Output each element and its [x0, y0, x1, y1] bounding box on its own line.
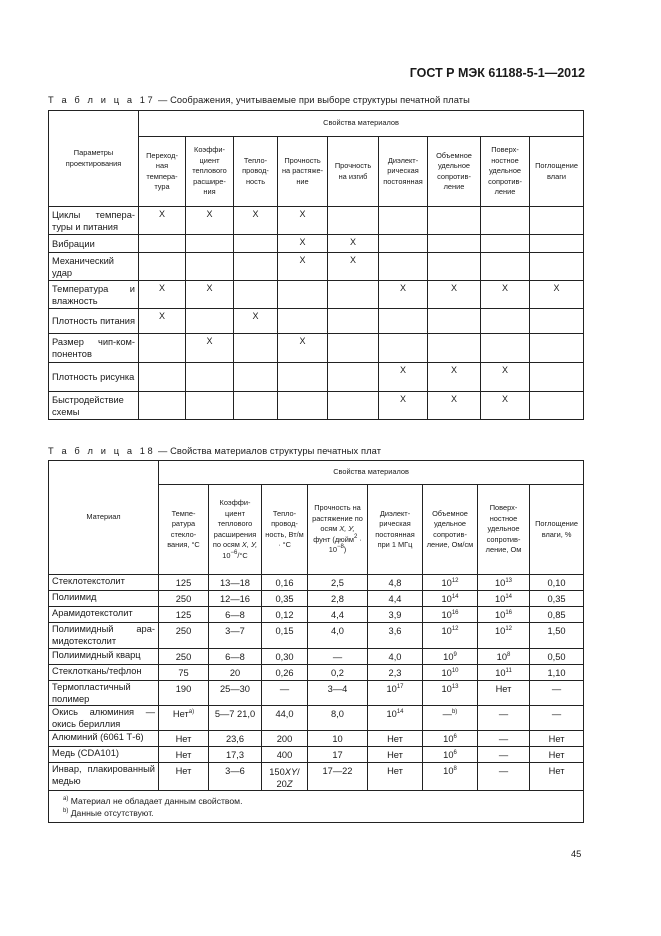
table17-caption-text: — Соображения, учитываемые при выборе структуры печатной платы	[155, 95, 470, 105]
table18-value-cell: 125	[159, 575, 209, 591]
table18-material-cell: Медь (CDA101)	[49, 747, 159, 763]
table17-mark-cell	[234, 281, 278, 309]
vr-exp: 6	[453, 750, 457, 756]
table18-material-header: Материал	[49, 461, 159, 575]
table17-param-cell: Механический удар	[49, 253, 139, 281]
vr-exp: 12	[451, 626, 459, 632]
table18-value-cell	[423, 706, 478, 731]
table17-mark-cell	[530, 309, 584, 334]
table18-value-cell	[423, 665, 478, 681]
table18-row	[49, 763, 584, 791]
table17-mark-cell: X	[278, 334, 328, 363]
table18-value-cell: Нет	[368, 731, 423, 747]
table18-row	[49, 623, 584, 649]
table18-value-cell	[159, 706, 209, 731]
table17-mark-cell	[328, 309, 379, 334]
table17-mark-cell: X	[139, 281, 186, 309]
table18-value-cell	[478, 575, 530, 591]
table17-mark-cell	[428, 235, 481, 253]
table17-mark-cell: X	[186, 207, 234, 235]
sr-base: 10	[496, 652, 507, 662]
table17-mark-cell: X	[481, 281, 530, 309]
col-ts-unit2: · 10	[328, 534, 362, 555]
table17-mark-cell	[530, 363, 584, 392]
table18-value-cell: 250	[159, 623, 209, 649]
vr-exp: 13	[451, 684, 459, 690]
table17-param-cell: Вибрации	[49, 235, 139, 253]
table18-value-cell: 1,10	[530, 665, 584, 681]
table17-mark-cell	[278, 309, 328, 334]
table18-col-header: Диэлектрическая постоянная при 1 МГц	[368, 485, 423, 575]
table17-mark-cell: X	[428, 363, 481, 392]
vr-exp: 6	[453, 734, 457, 740]
table17-mark-cell	[530, 334, 584, 363]
table18-value-cell	[423, 747, 478, 763]
table18-value-cell: 20	[209, 665, 262, 681]
sr-exp: 11	[505, 668, 512, 674]
table17-mark-cell	[328, 207, 379, 235]
table18	[48, 460, 584, 823]
table18-col-header: Поглощение влаги, %	[530, 485, 584, 575]
table17-mark-cell	[186, 392, 234, 420]
table18-value-cell: 2,8	[308, 591, 368, 607]
table17-mark-cell	[328, 363, 379, 392]
table18-col-header	[209, 485, 262, 575]
table18-caption	[48, 446, 381, 456]
table18-value-cell: 4,4	[368, 591, 423, 607]
table18-value-cell	[423, 575, 478, 591]
table18-material-cell: Арамидотекстолит	[49, 607, 159, 623]
vr-base: 10	[441, 684, 452, 694]
tg-footnote-mark: a)	[188, 709, 195, 715]
vr-base: 10	[443, 734, 454, 744]
table17-mark-cell	[428, 207, 481, 235]
table17-mark-cell: X	[379, 281, 428, 309]
table17-col-header: Теплопроводность	[234, 137, 278, 207]
table18-value-cell: 190	[159, 681, 209, 706]
document-code: ГОСТ Р МЭК 61188-5-1—2012	[409, 66, 585, 80]
col-ts-exp2: −8	[336, 544, 344, 551]
footnote-b	[63, 807, 577, 819]
vr-exp: 16	[451, 610, 459, 616]
table17-mark-cell	[186, 235, 234, 253]
table17-mark-cell	[278, 392, 328, 420]
table18-value-cell	[423, 607, 478, 623]
table17-row	[49, 309, 584, 334]
table17-caption-prefix: Т а б л и ц а 17	[48, 95, 156, 105]
table18-value-cell: 23,6	[209, 731, 262, 747]
table18-row	[49, 649, 584, 665]
table17-mark-cell	[379, 334, 428, 363]
table18-value-cell: 4,4	[308, 607, 368, 623]
table17-param-cell: Размер чип-компонентов	[49, 334, 139, 363]
table17-col-header: Поглощение влаги	[530, 137, 584, 207]
table18-value-cell: 3,9	[368, 607, 423, 623]
table17-mark-cell: X	[428, 392, 481, 420]
table17-col-header: Коэффициент теплового расширения	[186, 137, 234, 207]
table18-value-cell	[423, 591, 478, 607]
table18-value-cell: 3—7	[209, 623, 262, 649]
table18-value-cell: 0,30	[262, 649, 308, 665]
table17-mark-cell	[234, 392, 278, 420]
table17-mark-cell	[481, 235, 530, 253]
table18-value-cell	[423, 623, 478, 649]
table17-mark-cell	[139, 363, 186, 392]
dk-base: 10	[386, 709, 397, 719]
vr-base: 10	[443, 652, 454, 662]
table17-mark-cell: X	[379, 363, 428, 392]
table18-value-cell: 6—8	[209, 649, 262, 665]
table18-value-cell	[423, 681, 478, 706]
col-cte-unit-tail: /°С	[237, 550, 248, 560]
table18-value-cell: Нет	[478, 681, 530, 706]
vr-exp: 14	[451, 594, 459, 600]
table18-value-cell: —	[478, 747, 530, 763]
dk-exp: 17	[396, 684, 404, 690]
vr-exp: 8	[453, 766, 457, 772]
table17-mark-cell: X	[379, 392, 428, 420]
table17-mark-cell: X	[328, 235, 379, 253]
footnote-a-text: Материал не обладает данным свойством.	[68, 796, 243, 806]
table17-group-header: Свойства материалов	[139, 111, 584, 137]
table18-value-cell	[368, 681, 423, 706]
table18-value-cell	[478, 591, 530, 607]
table17-mark-cell: X	[234, 207, 278, 235]
table17-param-cell: Плотность питания	[49, 309, 139, 334]
table18-row	[49, 731, 584, 747]
col-cte-text: Коэффициент теплового расширения по осям	[212, 498, 257, 549]
tc-axis: Z	[286, 779, 293, 789]
table17-mark-cell	[481, 207, 530, 235]
table18-row	[49, 591, 584, 607]
vr-base: 10	[441, 668, 452, 678]
table17-mark-cell	[234, 235, 278, 253]
footnote-b-mark: b)	[63, 808, 69, 814]
table17-mark-cell	[328, 392, 379, 420]
table17-mark-cell	[186, 309, 234, 334]
table18-material-cell: Полиимидный кварц	[49, 649, 159, 665]
table17-mark-cell	[328, 281, 379, 309]
table18-value-cell: 8,0	[308, 706, 368, 731]
table17-param-cell: Быстродействие схемы	[49, 392, 139, 420]
table18-col-header: Теплопроводность, Вт/м · °С	[262, 485, 308, 575]
table17-mark-cell	[234, 253, 278, 281]
table18-col-header: Поверхностное удельное сопротивление, Ом	[478, 485, 530, 575]
table18-material-cell: Полиимидный арамидотекстолит	[49, 623, 159, 649]
table18-value-cell: Нет	[159, 731, 209, 747]
table18-value-cell: 44,0	[262, 706, 308, 731]
table17-mark-cell	[428, 309, 481, 334]
table17-mark-cell	[481, 253, 530, 281]
table17-col-header: Прочность на растяжение	[278, 137, 328, 207]
table18-value-cell: —	[530, 706, 584, 731]
table18-value-cell: 0,35	[530, 591, 584, 607]
table17-mark-cell	[428, 253, 481, 281]
table17-mark-cell: X	[481, 392, 530, 420]
col-ts-exp1: 2	[353, 533, 358, 540]
table17-mark-cell: X	[278, 253, 328, 281]
table18-value-cell: Нет	[159, 763, 209, 791]
table17-row	[49, 207, 584, 235]
table17-mark-cell	[186, 363, 234, 392]
tc-value: 150	[269, 767, 285, 777]
table18-value-cell: 125	[159, 607, 209, 623]
table18-value-cell: 0,15	[262, 623, 308, 649]
table18-value-cell: 10	[308, 731, 368, 747]
table18-value-cell: —	[478, 731, 530, 747]
table18-value-cell: —	[530, 681, 584, 706]
table18-value-cell: 3,6	[368, 623, 423, 649]
table17-mark-cell	[139, 235, 186, 253]
table18-caption-prefix: Т а б л и ц а 18	[48, 446, 156, 456]
table18-value-cell: —	[478, 706, 530, 731]
table18-material-cell: Стеклоткань/тефлон	[49, 665, 159, 681]
table17-mark-cell: X	[328, 253, 379, 281]
table18-value-cell: Нет	[530, 731, 584, 747]
table18-value-cell: 0,10	[530, 575, 584, 591]
table18-value-cell: 13—18	[209, 575, 262, 591]
table17-param-cell: Циклы температуры и питания	[49, 207, 139, 235]
table18-value-cell: 25—30	[209, 681, 262, 706]
vr-base: 10	[443, 766, 454, 776]
table17-row	[49, 253, 584, 281]
table18-value-cell: 0,50	[530, 649, 584, 665]
table17-mark-cell: X	[234, 309, 278, 334]
table18-value-cell: 200	[262, 731, 308, 747]
table18-material-cell: Окись алюминия — окись бериллия	[49, 706, 159, 731]
col-ts-axes: X, У,	[339, 524, 355, 534]
tc-sep: /	[297, 767, 300, 777]
table18-value-cell: 4,8	[368, 575, 423, 591]
table17-mark-cell	[379, 309, 428, 334]
table17-mark-cell: X	[186, 281, 234, 309]
table18-value-cell: 4,0	[308, 623, 368, 649]
col-ts-unit3: )	[343, 545, 347, 555]
table18-value-cell: 3—6	[209, 763, 262, 791]
sr-exp: 16	[505, 610, 513, 616]
table17-col-header: Поверхностное удельное сопротивление	[481, 137, 530, 207]
footnote-a-mark: a)	[63, 796, 69, 802]
table18-row	[49, 747, 584, 763]
table18-col-header: Температура стеклования, °С	[159, 485, 209, 575]
table17-mark-cell	[186, 253, 234, 281]
table18-value-cell: Нет	[368, 747, 423, 763]
table17-mark-cell	[428, 334, 481, 363]
sr-exp: 12	[505, 626, 513, 632]
table17-mark-cell	[379, 207, 428, 235]
table18-value-cell: 0,85	[530, 607, 584, 623]
dk-exp: 14	[396, 709, 404, 715]
table18-value-cell: 6—8	[209, 607, 262, 623]
table18-value-cell	[478, 649, 530, 665]
table17-mark-cell: X	[139, 309, 186, 334]
table18-value-cell: 0,2	[308, 665, 368, 681]
table18-value-cell: Нет	[530, 763, 584, 791]
table18-value-cell: 250	[159, 591, 209, 607]
table17-mark-cell: X	[530, 281, 584, 309]
table17-mark-cell: X	[428, 281, 481, 309]
vr-exp: 9	[453, 652, 457, 658]
vr-exp: 10	[451, 668, 459, 674]
table17-row	[49, 281, 584, 309]
table17-param-cell: Плотность рисунка	[49, 363, 139, 392]
sr-base: 10	[494, 594, 506, 604]
table17-mark-cell	[530, 392, 584, 420]
vr-base: 10	[441, 626, 452, 636]
table18-value-cell: 17,3	[209, 747, 262, 763]
col-ts-unit: фунт (дюйм	[313, 534, 354, 544]
table17-mark-cell	[278, 363, 328, 392]
table17-col-header: Прочность на изгиб	[328, 137, 379, 207]
table17-mark-cell	[278, 281, 328, 309]
table18-value-cell: 12—16	[209, 591, 262, 607]
vr-base: 10	[441, 610, 452, 620]
sr-base: 10	[495, 668, 506, 678]
footnote-a	[63, 795, 577, 807]
sr-base: 10	[494, 626, 506, 636]
table18-material-cell: Алюминий (6061 Т-6)	[49, 731, 159, 747]
sr-base: 10	[494, 578, 506, 588]
table17-col-header: Переходная температура	[139, 137, 186, 207]
table17-caption	[48, 95, 470, 105]
table17-param-header: Параметры проектирования	[49, 111, 139, 207]
vr-exp: 12	[451, 578, 459, 584]
table18-col-header	[308, 485, 368, 575]
dk-base: 10	[386, 684, 397, 694]
col-ts-text: Прочность на растяжение по осям	[312, 503, 363, 534]
table18-value-cell: 1,50	[530, 623, 584, 649]
col-cte-unit: 10	[222, 550, 231, 560]
table17-mark-cell	[481, 309, 530, 334]
table18-value-cell: —	[262, 681, 308, 706]
table18-material-cell: Стеклотекстолит	[49, 575, 159, 591]
table18-value-cell: 5—7 21,0	[209, 706, 262, 731]
sr-base: 10	[494, 610, 506, 620]
table18-value-cell: 250	[159, 649, 209, 665]
table17-col-header: Диэлектрическая постоянная	[379, 137, 428, 207]
table17-mark-cell: X	[278, 207, 328, 235]
vr-base: —	[442, 709, 452, 719]
table18-value-cell: Нет	[159, 747, 209, 763]
table18-value-cell	[423, 763, 478, 791]
table18-value-cell: 2,3	[368, 665, 423, 681]
table18-value-cell: 0,12	[262, 607, 308, 623]
table17-mark-cell: X	[481, 363, 530, 392]
table18-row	[49, 665, 584, 681]
table18-material-cell: Термопластичный полимер	[49, 681, 159, 706]
table18-row	[49, 681, 584, 706]
table18-value-cell: 0,35	[262, 591, 308, 607]
table17-mark-cell	[139, 392, 186, 420]
table18-value-cell: Нет	[530, 747, 584, 763]
table17	[48, 110, 584, 420]
table17-mark-cell: X	[186, 334, 234, 363]
table18-value-cell: Нет	[368, 763, 423, 791]
table18-group-header: Свойства материалов	[159, 461, 584, 485]
sr-exp: 8	[507, 652, 511, 658]
table17-mark-cell	[139, 253, 186, 281]
sr-exp: 14	[505, 594, 513, 600]
table17-mark-cell	[530, 207, 584, 235]
table18-col-header: Объемное удельное сопротивление, Ом/см	[423, 485, 478, 575]
table17-col-header: Объемное удельное сопротивление	[428, 137, 481, 207]
table17-row	[49, 235, 584, 253]
table18-value-cell: 17	[308, 747, 368, 763]
tc-value2: 20	[276, 779, 287, 789]
table18-value-cell	[478, 623, 530, 649]
page-number: 45	[571, 849, 582, 859]
table18-caption-text: — Свойства материалов структуры печатных плат	[155, 446, 382, 456]
vr-base: 10	[441, 578, 452, 588]
table17-mark-cell	[379, 253, 428, 281]
col-cte-exp: −6	[230, 549, 238, 556]
table18-value-cell	[423, 731, 478, 747]
footnote-b-text: Данные отсутствуют.	[68, 808, 154, 818]
table18-value-cell	[368, 706, 423, 731]
table18-value-cell: 0,26	[262, 665, 308, 681]
table18-row	[49, 575, 584, 591]
table18-material-cell: Инвар, плакированный медью	[49, 763, 159, 791]
tg-value: Нет	[172, 709, 189, 719]
vr-exp: b)	[451, 709, 458, 715]
table18-value-cell: 2,5	[308, 575, 368, 591]
table17-mark-cell	[234, 363, 278, 392]
table18-value-cell: 400	[262, 747, 308, 763]
table18-row	[49, 607, 584, 623]
table18-value-cell: 75	[159, 665, 209, 681]
table18-material-cell: Полиимид	[49, 591, 159, 607]
vr-base: 10	[441, 594, 452, 604]
table18-value-cell: —	[308, 649, 368, 665]
table18-value-cell	[423, 649, 478, 665]
tc-axes: XY	[284, 767, 298, 777]
table17-mark-cell: X	[139, 207, 186, 235]
table18-footnotes	[49, 791, 584, 823]
sr-exp: 13	[505, 578, 513, 584]
table17-mark-cell	[530, 235, 584, 253]
table17-mark-cell	[379, 235, 428, 253]
table18-value-cell: —	[478, 763, 530, 791]
col-cte-axes: X, У,	[241, 540, 258, 549]
table18-value-cell: 4,0	[368, 649, 423, 665]
table17-row	[49, 392, 584, 420]
table17-mark-cell	[234, 334, 278, 363]
vr-base: 10	[443, 750, 454, 760]
table17-param-cell: Температура и влажность	[49, 281, 139, 309]
table17-mark-cell	[139, 334, 186, 363]
table17-mark-cell	[481, 334, 530, 363]
table18-value-cell	[478, 665, 530, 681]
table17-row	[49, 334, 584, 363]
table17-mark-cell	[328, 334, 379, 363]
table18-value-cell: 0,16	[262, 575, 308, 591]
table18-value-cell: 17—22	[308, 763, 368, 791]
table17-mark-cell	[530, 253, 584, 281]
table17-row	[49, 363, 584, 392]
table18-value-cell	[262, 763, 308, 791]
table17-mark-cell: X	[278, 235, 328, 253]
table18-value-cell	[478, 607, 530, 623]
table18-row	[49, 706, 584, 731]
table18-value-cell: 3—4	[308, 681, 368, 706]
